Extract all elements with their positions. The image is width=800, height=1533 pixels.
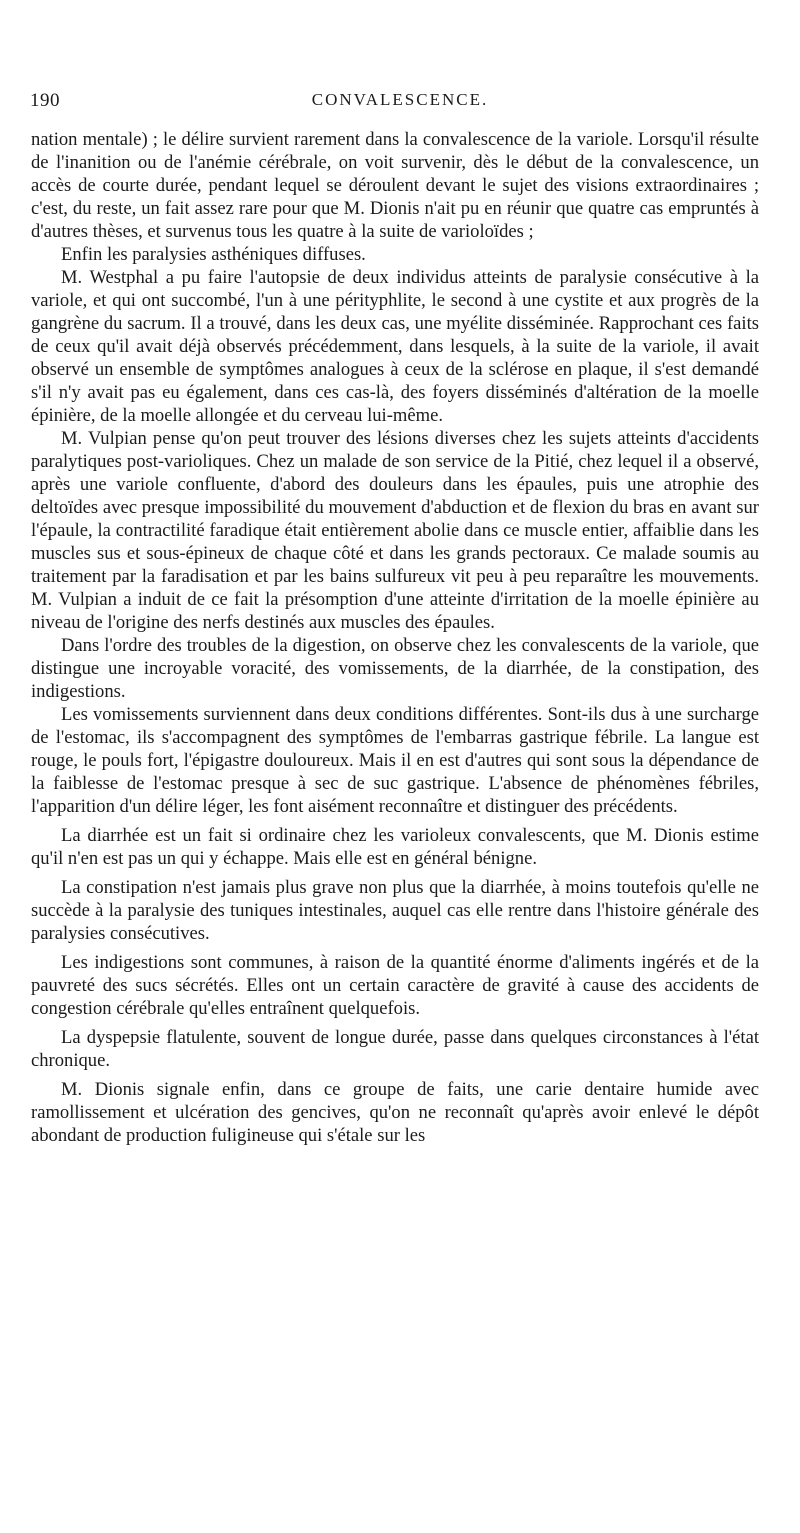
paragraph: La constipation n'est jamais plus grave non plus que la diarrhée, à moins toutefois qu'elle ne succède à la paralysie des tuniques intestinales, auquel cas elle rentre dans l'histoire générale des paralysies consécutives. xyxy=(31,877,759,944)
paragraph: La dyspepsie flatulente, souvent de longue durée, passe dans quelques circonstances à l'état chronique. xyxy=(31,1027,759,1071)
paragraph: M. Westphal a pu faire l'autopsie de deux individus atteints de paralysie consécutive à la variole, et qui ont succombé, l'un à une pérityphlite, le second à une cystite et aux progrès de la gangrène du sacrum. Il a trouvé, dans les deux cas, une myélite disséminée. Rapprochant ces faits de ceux qu'il avait déjà observés précédemment, dans lesquels, à la suite de la variole, il avait observé un ensemble de symptômes analogues à ceux de la sclérose en plaque, il s'est demandé s'il n'y avait pas eu également, dans ces cas-là, des foyers disséminés d'altération de la moelle épinière, de la moelle allongée et du cerveau lui-même. xyxy=(31,267,759,426)
paragraph: Enfin les paralysies asthéniques diffuses. xyxy=(61,244,366,265)
paragraph-continued: nation mentale) ; le délire survient rarement dans la convalescence de la variole. Lorsqu'il résulte de l'inanition ou de l'anémie cérébrale, on voit survenir, dès le début de la convalescence, un accès de courte durée, pendant lequel se déroulent devant le sujet des visions extraordinaires ; c'est, du reste, un fait assez rare pour que M. Dionis n'ait pu en réunir que quatre cas empruntés à d'autres thèses, et survenus tous les quatre à la suite de varioloïdes ; xyxy=(31,129,759,242)
running-title: CONVALESCENCE. xyxy=(311,90,489,109)
page-number: 190 xyxy=(30,90,60,111)
paragraph: Dans l'ordre des troubles de la digestion, on observe chez les convalescents de la variole, que distingue une incroyable voracité, des vomissements, de la diarrhée, de la constipation, des indigestions. xyxy=(31,635,759,702)
paragraph: Les indigestions sont communes, à raison de la quantité énorme d'aliments ingérés et de la pauvreté des sucs sécrétés. Elles ont un certain caractère de gravité à cause des accidents de congestion cérébrale qu'elles entraînent quelquefois. xyxy=(31,952,759,1019)
body-text xyxy=(31,128,759,1147)
paragraph: M. Vulpian pense qu'on peut trouver des lésions diverses chez les sujets atteints d'accidents paralytiques post-varioliques. Chez un malade de son service de la Pitié, chez lequel il a observé, après une variole confluente, d'abord des douleurs dans les épaules, puis une atrophie des deltoïdes avec presque impossibilité du mouvement d'abduction et de flexion du bras en avant sur l'épaule, la contractilité faradique était entièrement abolie dans ce muscle entier, affaiblie dans les muscles sus et sous-épineux de chaque côté et dans les grands pectoraux. Ce malade soumis au traitement par la faradisation et par les bains sulfureux vit peu à peu reparaître les mouvements. M. Vulpian a induit de ce fait la présomption d'une atteinte d'irritation de la moelle épinière au niveau de l'origine des nerfs destinés aux muscles des épaules. xyxy=(31,428,759,633)
running-head xyxy=(30,90,770,118)
paragraph: M. Dionis signale enfin, dans ce groupe de faits, une carie dentaire humide avec ramollissement et ulcération des gencives, qu'on ne reconnaît qu'après avoir enlevé le dépôt abondant de production fuligineuse qui s'étale sur les xyxy=(31,1079,759,1146)
paragraph: La diarrhée est un fait si ordinaire chez les varioleux convalescents, que M. Dionis estime qu'il n'en est pas un qui y échappe. Mais elle est en général bénigne. xyxy=(31,825,759,869)
paragraph: Les vomissements surviennent dans deux conditions différentes. Sont-ils dus à une surcharge de l'estomac, ils s'accompagnent des symptômes de l'embarras gastrique fébrile. La langue est rouge, le pouls fort, l'épigastre douloureux. Mais il en est d'autres qui sont sous la dépendance de la faiblesse de l'estomac presque à sec de suc gastrique. L'absence de phénomènes fébriles, l'apparition d'un délire léger, les font aisément reconnaître et distinguer des précédents. xyxy=(31,704,759,817)
